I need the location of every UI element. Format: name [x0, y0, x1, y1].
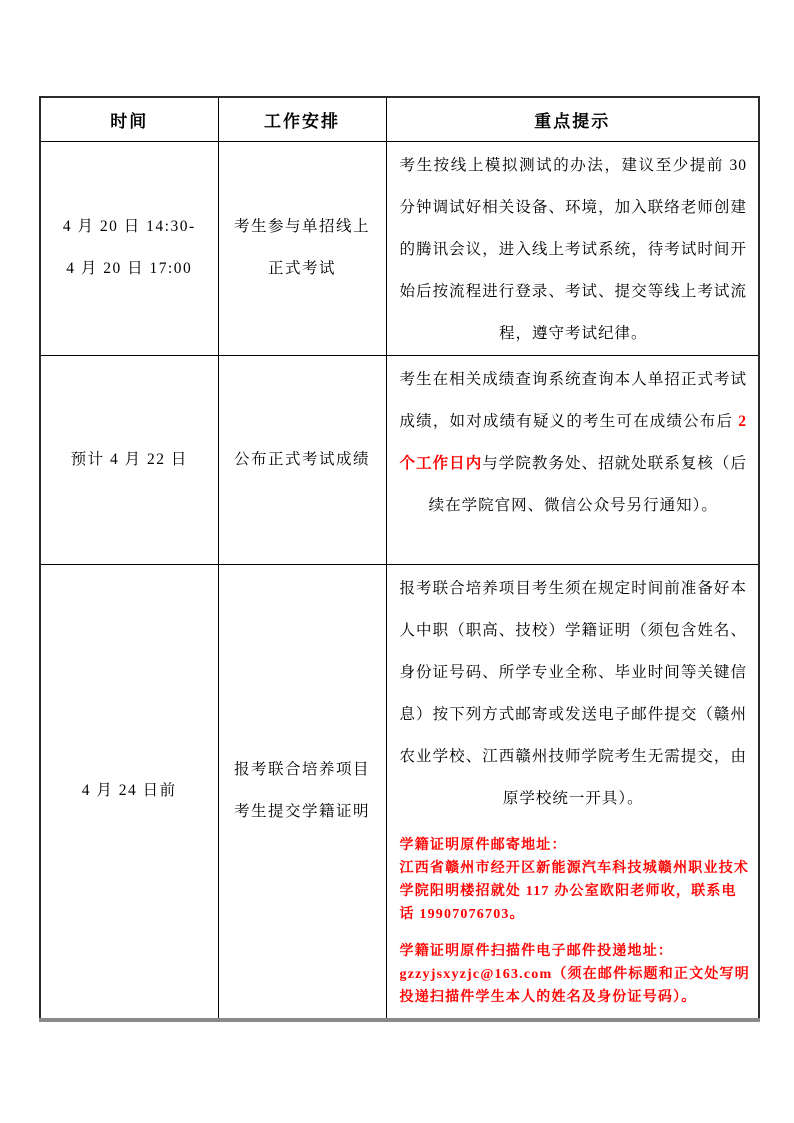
table-row	[40, 141, 759, 355]
header-cell-note: 重点提示	[386, 97, 759, 141]
note-paragraph: 报考联合培养项目考生须在规定时间前准备好本人中职（职高、技校）学籍证明（须包含姓名、身份证号码、所学专业全称、毕业时间等关键信息）按下列方式邮寄或发送电子邮件提交（赣州农业学校、江西赣州技师学院考生无需提交，由原学校统一开具）。	[399, 579, 747, 807]
time-text: 4 月 20 日 17:00	[66, 260, 193, 277]
task-cell	[218, 564, 386, 1020]
time-cell	[40, 564, 218, 1020]
task-text: 考生提交学籍证明	[233, 803, 370, 821]
schedule-table	[39, 96, 760, 1022]
task-text: 考生参与单招线上	[233, 218, 370, 235]
note-paragraph: 考生按线上模拟测试的办法，建议至少提前 30 分钟调试好相关设备、环境，加入联络老师创建的腾讯会议，进入线上考试系统，待考试时间开始后按流程进行登录、考试、提交等线上考试流程，遵守考试纪律。	[399, 156, 747, 342]
task-text: 公布正式考试成绩	[233, 450, 370, 468]
email-address-title: 学籍证明原件扫描件电子邮件投递地址：	[399, 943, 674, 959]
note-paragraph	[387, 356, 759, 527]
time-cell	[40, 355, 218, 564]
time-text: 4 月 24 日前	[81, 782, 177, 800]
table-row	[40, 355, 759, 564]
note-cell	[386, 141, 759, 355]
mail-address-body: 江西省赣州市经开区新能源汽车科技城赣州职业技术学院阳明楼招就处 117 办公室欧阳老师收，联系电话 19907076703。	[399, 860, 750, 922]
note-text-after: 与学院教务处、招就处联系复核（后续在学院官网、微信公众号另行通知）。	[428, 454, 747, 514]
header-cell-task: 工作安排	[218, 97, 386, 141]
mail-address-note	[387, 834, 759, 926]
time-text: 预计 4 月 22 日	[70, 450, 188, 468]
table-row	[40, 564, 759, 1020]
time-text: 4 月 20 日 14:30-	[62, 218, 196, 235]
note-cell	[386, 355, 759, 564]
task-text: 正式考试	[267, 260, 336, 277]
header-cell-time: 时间	[40, 97, 218, 141]
task-cell	[218, 141, 386, 355]
note-cell	[386, 564, 759, 1020]
mail-address-title: 学籍证明原件邮寄地址：	[399, 837, 567, 853]
table-header-row	[40, 97, 759, 141]
email-address-body: gzzyjsxyzjc@163.com（须在邮件标题和正文处写明投递扫描件学生本人的姓名及身份证号码）。	[399, 966, 750, 1005]
note-text-before: 考生在相关成绩查询系统查询本人单招正式考试成绩，如对成绩有疑义的考生可在成绩公布后	[399, 370, 747, 430]
task-cell	[218, 355, 386, 564]
time-cell	[40, 141, 218, 355]
task-text: 报考联合培养项目	[233, 761, 370, 779]
deadline-highlight-text: 2 个工作日内	[399, 412, 747, 472]
email-address-note	[387, 940, 759, 1009]
